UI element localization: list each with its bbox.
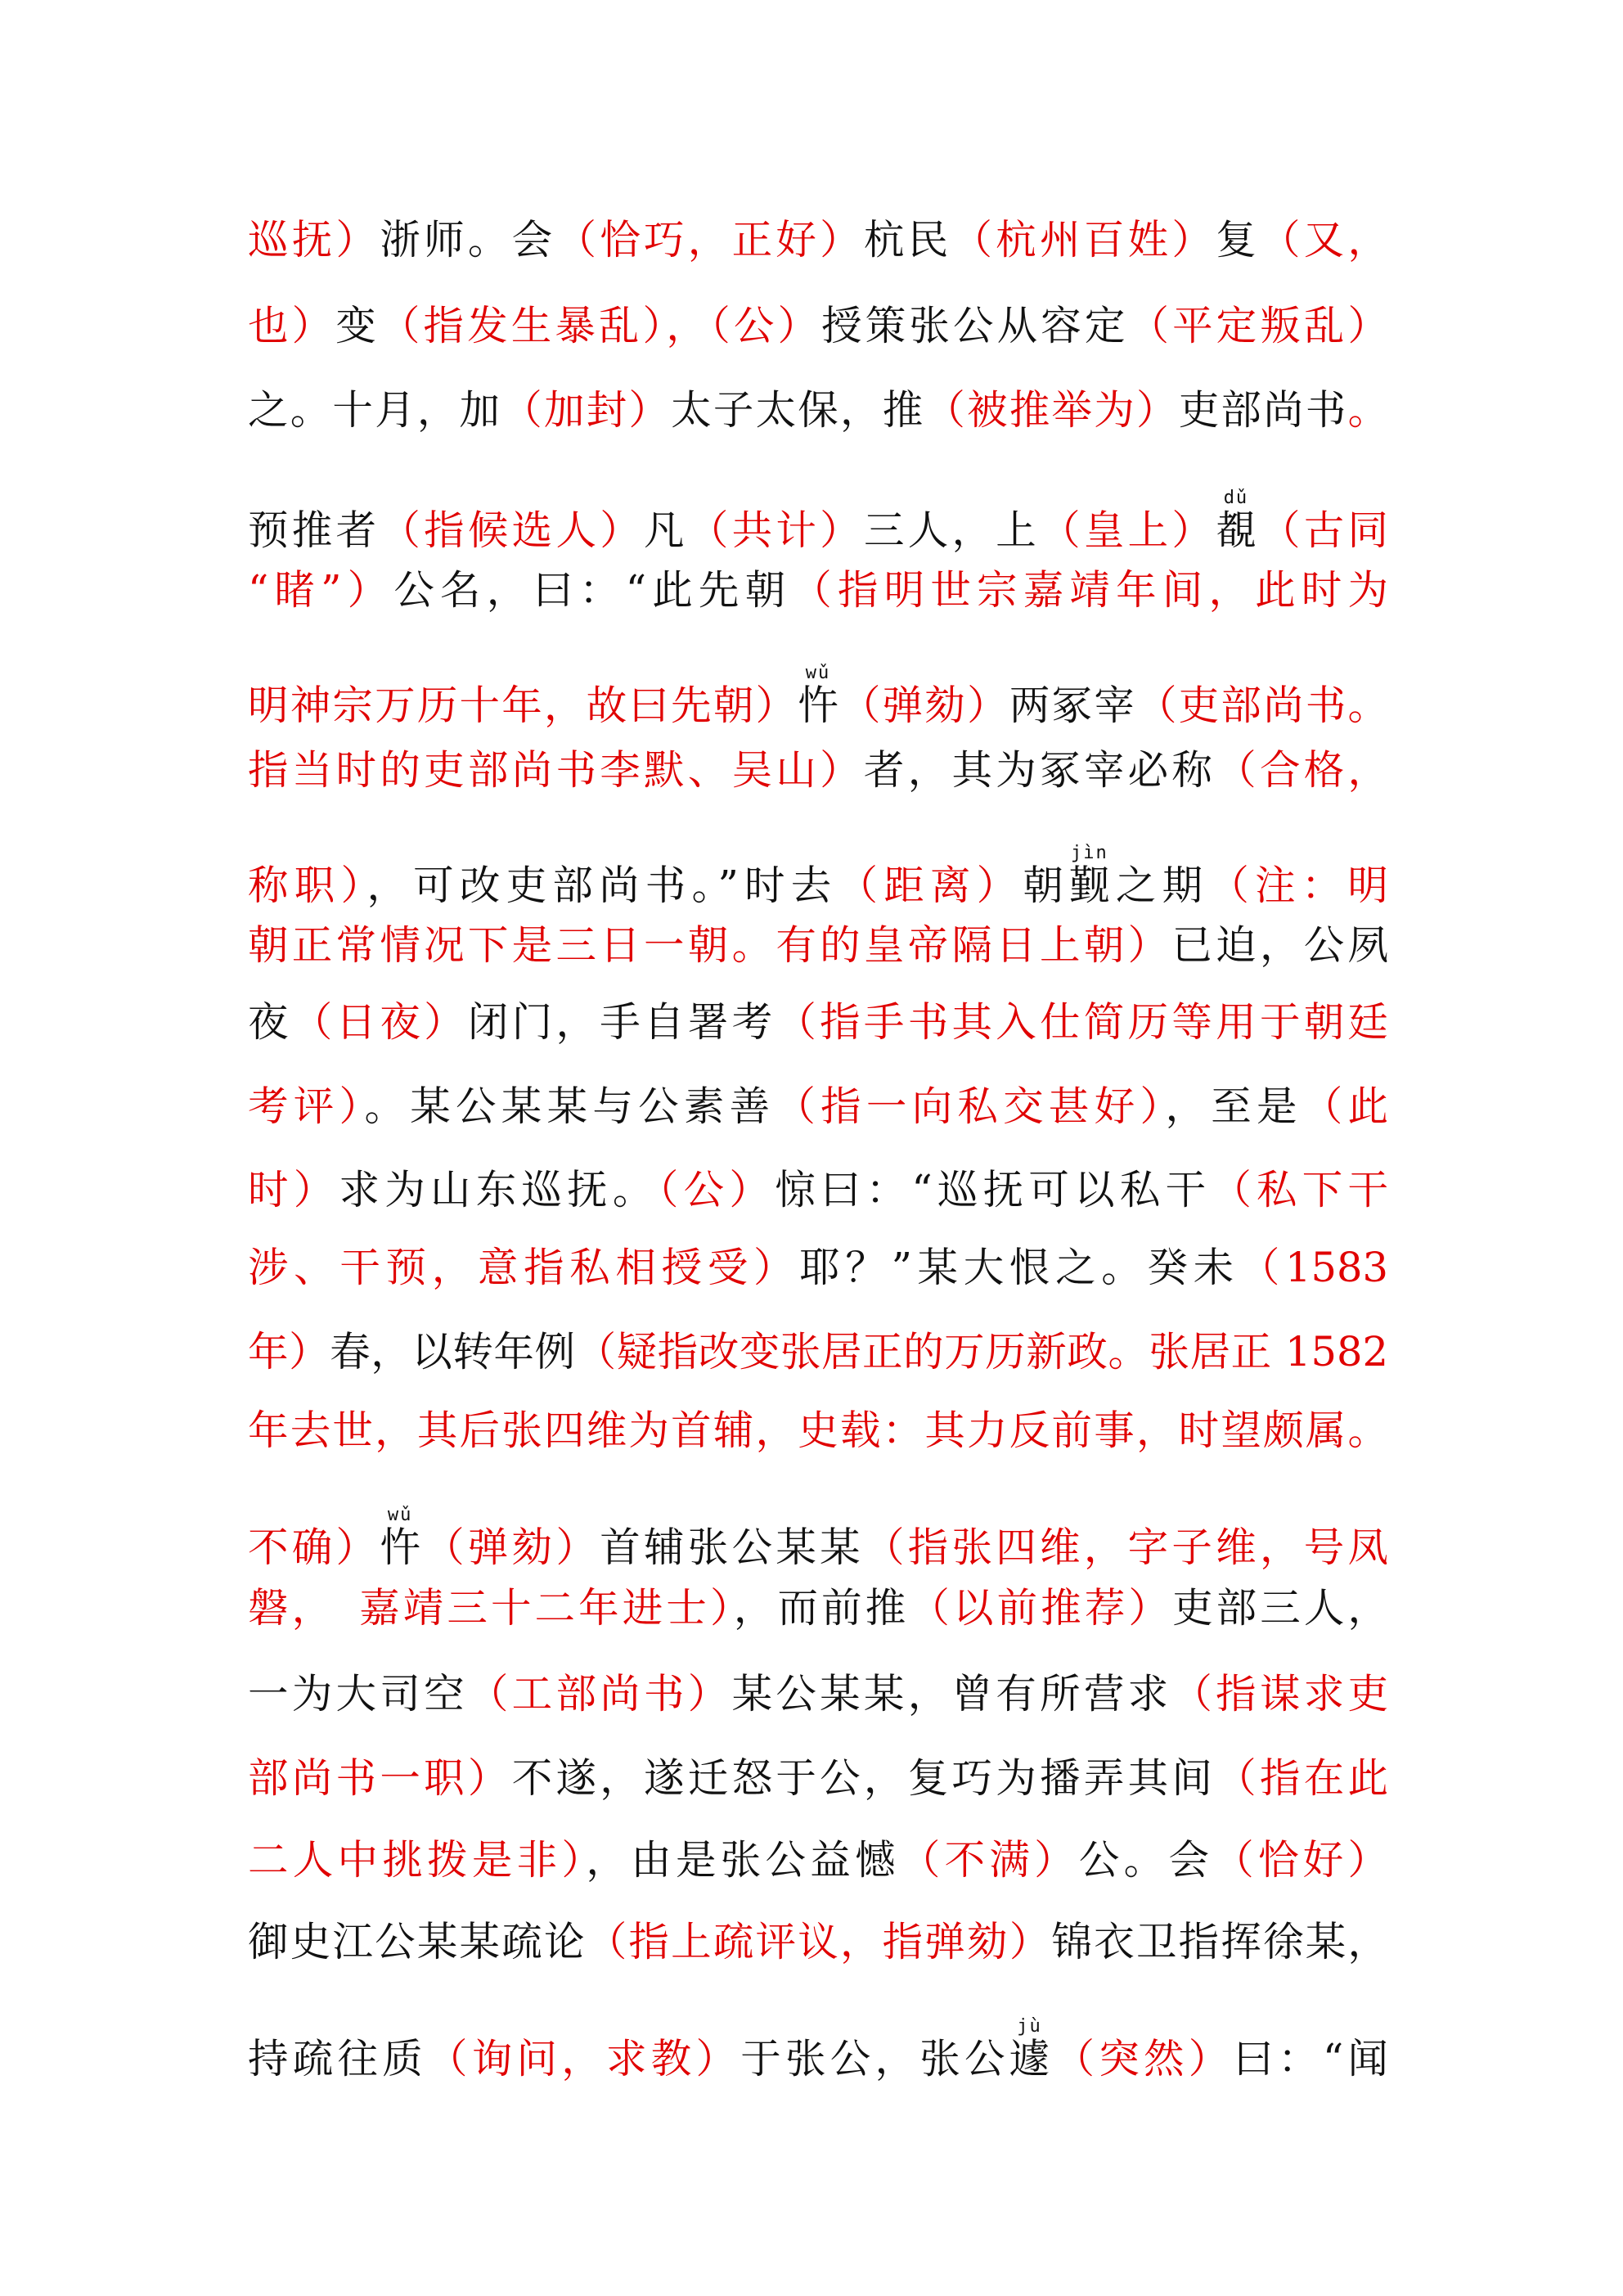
gloss-text: （被推举为） [924, 386, 1179, 434]
gloss-text: （疑指改变张居正的万历新政。张居正 1582 [575, 1328, 1389, 1375]
annotated-character [1216, 488, 1260, 554]
gloss-text: “睹”） [248, 566, 394, 614]
text-line [248, 997, 1388, 1047]
gloss-text: （恰巧，正好） [555, 216, 864, 263]
text-line [248, 663, 1389, 729]
text-line [248, 1505, 1389, 1571]
gloss-text: 也） [248, 302, 336, 349]
original-text: 变 [335, 302, 380, 349]
text-line [248, 565, 1388, 615]
pinyin-annotation: jìn [1069, 843, 1110, 863]
original-text: 求为山东巡抚。 [339, 1166, 659, 1213]
gloss-text: （弹劾） [424, 1524, 600, 1571]
gloss-text: （杭州百姓） [951, 216, 1216, 263]
annotated-character [380, 1505, 425, 1571]
gloss-text: （弹劾） [839, 682, 1009, 729]
annotated-base: 覩 [1216, 506, 1260, 554]
gloss-text: （私下干 [1211, 1166, 1389, 1213]
original-text: 预推者 [248, 506, 380, 554]
original-text: ，而前推 [733, 1584, 910, 1632]
gloss-text: （古同 [1259, 506, 1389, 554]
text-line [248, 1583, 1388, 1632]
gloss-text: 考评） [248, 1083, 365, 1130]
original-text: 。某公某某与公素善 [364, 1083, 776, 1130]
original-text: 吏部三人， [1172, 1584, 1389, 1632]
original-text: ，由是张公益憾 [586, 1836, 900, 1884]
original-text: 首辅张公某某 [600, 1524, 864, 1571]
original-text: 公名，曰：“此先朝 [393, 566, 792, 614]
annotated-character [1069, 843, 1116, 909]
original-text: 两冢宰 [1009, 682, 1136, 729]
pinyin-annotation: wǔ [798, 663, 838, 683]
original-text: 闭门，手自署考 [467, 998, 776, 1046]
text-line [248, 215, 1388, 264]
text-line [248, 1406, 1388, 1455]
gloss-text: 称职） [248, 862, 367, 909]
original-text: 朝 [1023, 862, 1070, 909]
gloss-text: 指当时的吏部尚书李默、吴山） [248, 746, 864, 794]
gloss-text: 年去世，其后张四维为首辅，史载：其力反前事，时望颇属。 [248, 1407, 1388, 1454]
original-text: 于张公，张公 [740, 2035, 1009, 2082]
gloss-text: （1583 [1239, 1244, 1389, 1291]
pinyin-annotation: dǔ [1216, 488, 1257, 508]
gloss-text: （指上疏评议，指弹劾） [586, 1918, 1052, 1965]
original-text: 持疏往质 [248, 2035, 427, 2082]
text-line [248, 921, 1388, 970]
gloss-text: 。 [1347, 386, 1389, 434]
original-text: 凡 [644, 506, 688, 554]
gloss-text: 朝正常情况下是三日一朝。有的皇帝隔日上朝） [248, 921, 1172, 969]
pinyin-annotation: jù [1009, 2016, 1050, 2037]
original-text: 之期 [1115, 862, 1209, 909]
text-line [248, 1754, 1388, 1803]
original-text: 春，以转年例 [330, 1328, 576, 1375]
gloss-text: （以前推荐） [909, 1584, 1173, 1632]
annotated-base: 遽 [1009, 2035, 1054, 2082]
original-text: 锦衣卫指挥徐某， [1051, 1918, 1389, 1965]
original-text: 已迫，公夙 [1171, 921, 1389, 969]
gloss-text: （日夜） [291, 998, 468, 1046]
gloss-text: （工部尚书） [467, 1670, 732, 1717]
gloss-text: 磐， 嘉靖三十二年进士） [248, 1584, 734, 1632]
text-line [248, 488, 1389, 554]
original-text: 惊曰：“巡抚可以私干 [775, 1166, 1212, 1213]
gloss-text: （注：明 [1208, 862, 1389, 909]
gloss-text: （突然） [1054, 2035, 1234, 2082]
gloss-text: （不满） [899, 1836, 1079, 1884]
gloss-text: （皇上） [1040, 506, 1216, 554]
original-text: 夜 [248, 998, 292, 1046]
gloss-text: （指发生暴乱），（公） [379, 302, 822, 349]
gloss-text: （此 [1302, 1083, 1389, 1130]
original-text: 之。十月，加 [248, 386, 502, 434]
original-text: 不遂，遂迁怒于公，复巧为播弄其间 [511, 1754, 1216, 1802]
gloss-text: 年） [248, 1328, 330, 1375]
gloss-text: 巡抚） [248, 216, 380, 263]
gloss-text: （指张四维，字子维，号凤 [863, 1524, 1389, 1571]
gloss-text: （平定叛乱） [1128, 302, 1389, 349]
annotated-base: 忤 [380, 1524, 425, 1571]
original-text: 者，其为冢宰必称 [863, 746, 1216, 794]
original-text: 浙师。会 [380, 216, 556, 263]
gloss-text: （指手书其入仕简历等用于朝廷 [776, 998, 1389, 1046]
original-text: 杭民 [863, 216, 952, 263]
text-line [248, 1917, 1388, 1966]
gloss-text: （吏部尚书。 [1135, 682, 1389, 729]
gloss-text: （指一向私交甚好） [775, 1083, 1166, 1130]
gloss-text: 二人中挑拨是非） [248, 1836, 587, 1884]
original-text: 公。会 [1078, 1836, 1214, 1884]
gloss-text: 时） [248, 1166, 339, 1213]
gloss-text: 涉、干预，意指私相授受） [248, 1244, 800, 1291]
original-text: 三人，上 [863, 506, 1041, 554]
gloss-text: （距离） [837, 862, 1023, 909]
gloss-text: （指谋求吏 [1171, 1670, 1389, 1717]
gloss-text: （公） [658, 1166, 776, 1213]
original-text: 一为大司空 [248, 1670, 468, 1717]
text-line [248, 2016, 1389, 2082]
annotated-base: 忤 [798, 682, 840, 729]
text-line [248, 385, 1388, 434]
gloss-text: 明神宗万历十年，故曰先朝） [248, 682, 798, 729]
original-text: 授策张公从容定 [821, 302, 1129, 349]
original-text: 曰：“闻 [1233, 2035, 1389, 2082]
gloss-text: （又， [1259, 216, 1389, 263]
original-text: 复 [1216, 216, 1260, 263]
annotated-character [1009, 2016, 1054, 2082]
text-line [248, 1835, 1388, 1884]
gloss-text: （指在此 [1216, 1754, 1389, 1802]
text-line [248, 843, 1389, 909]
text-line [248, 1165, 1388, 1214]
text-line [248, 1669, 1388, 1718]
original-text: 某公某某，曾有所营求 [731, 1670, 1172, 1717]
annotated-character [798, 663, 840, 729]
original-text: ，可改吏部尚书。”时去 [366, 862, 838, 909]
text-line [248, 745, 1388, 795]
original-text: 御史江公某某疏论 [248, 1918, 587, 1965]
gloss-text: 不确） [248, 1524, 380, 1571]
text-line [248, 301, 1388, 350]
gloss-text: （指候选人） [380, 506, 645, 554]
original-text: ，至是 [1165, 1083, 1302, 1130]
gloss-text: 部尚书一职） [248, 1754, 512, 1802]
pinyin-annotation: wǔ [380, 1505, 420, 1525]
gloss-text: （合格， [1216, 746, 1389, 794]
annotated-base: 觐 [1069, 862, 1116, 909]
text-line [248, 1243, 1388, 1292]
text-line [248, 1327, 1388, 1376]
gloss-text: （加封） [501, 386, 672, 434]
gloss-text: （指明世宗嘉靖年间，此时为 [791, 566, 1388, 614]
text-line [248, 1082, 1388, 1131]
original-text: 太子太保，推 [671, 386, 925, 434]
original-text: 吏部尚书 [1178, 386, 1348, 434]
gloss-text: （恰好） [1213, 1836, 1389, 1884]
gloss-text: （询问，求教） [427, 2035, 741, 2082]
original-text: 耶？”某大恨之。癸未 [799, 1244, 1239, 1291]
gloss-text: （共计） [687, 506, 864, 554]
